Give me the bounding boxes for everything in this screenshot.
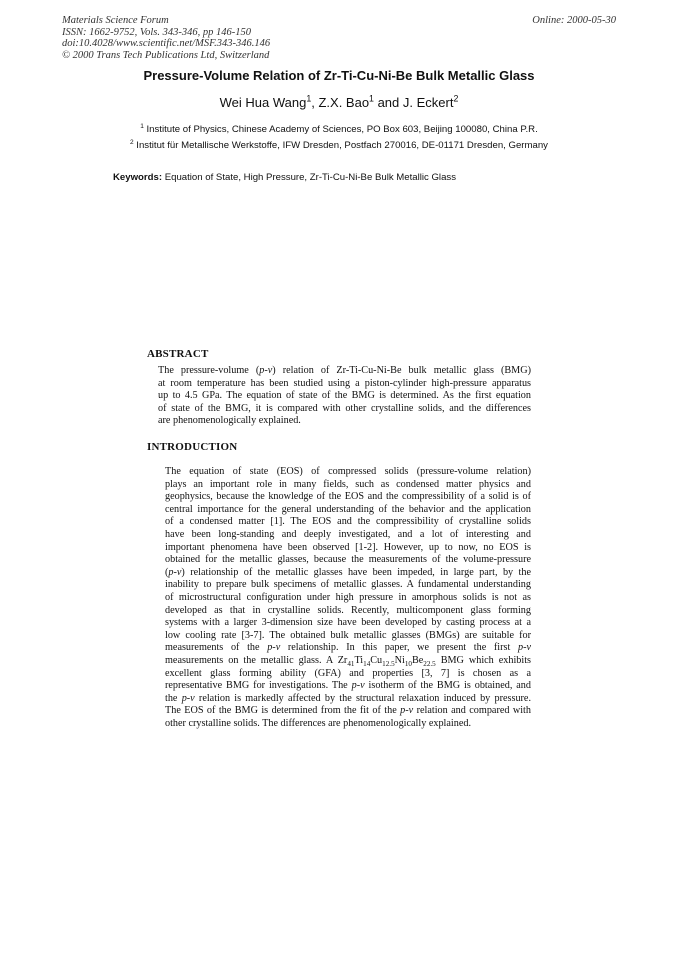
text-line: systems with a larger 3-dimension size have been developed by casting process at a <box>165 617 531 629</box>
keywords <box>113 172 456 183</box>
abstract-body <box>147 365 531 428</box>
subscript: 22.5 <box>423 659 436 668</box>
paper-title: Pressure-Volume Relation of Zr-Ti-Cu-Ni-Be Bulk Metallic Glass <box>143 68 535 83</box>
introduction-paragraph <box>147 466 531 730</box>
author-list <box>0 95 678 110</box>
element-symbol: Cu <box>370 654 383 666</box>
text-line: The pressure-volume (p-v) relation of Zr-Ti-Cu-Ni-Be bulk metallic glass (BMG) <box>158 365 531 376</box>
introduction-heading: INTRODUCTION <box>147 441 238 453</box>
keywords-label: Keywords: <box>113 172 163 183</box>
text-line: of a condensed matter [1]. The EOS and the compressibility of crystalline solids <box>165 516 531 528</box>
text-line: developed as that in crystalline solids. Recently, multicomponent glass forming <box>165 604 531 616</box>
online-date: Online: 2000-05-30 <box>532 15 616 26</box>
element-symbol: Ti <box>354 654 364 666</box>
author-separator: and <box>373 95 403 110</box>
author-name: Wei Hua Wang <box>219 95 307 110</box>
doi-link[interactable]: doi:10.4028/www.scientific.net/MSF.343-346.146 <box>62 38 271 49</box>
element-symbol: Ni <box>394 654 405 666</box>
text-line: obtained for the metallic glasses, because the measurements of the volume-pressure <box>165 554 531 566</box>
author-affil-mark: 2 <box>453 93 459 104</box>
text-run: BMG which exhibits <box>435 654 532 666</box>
text-line: up to 4.5 GPa. The equation of state of the BMG is determined. As the first equation <box>158 390 531 402</box>
text-line: (p-v) relationship of the metallic glasses have been impeded, in large part, by the <box>165 566 531 578</box>
text-line: other crystalline solids. The differences are phenomenologically explained. <box>165 717 471 729</box>
text-run: measurements on the metallic glass. A <box>165 654 338 666</box>
element-symbol: Zr <box>337 654 348 666</box>
text-line: The EOS of the BMG is determined from the fit of the p-v relation and compared with <box>165 705 531 717</box>
subscript: 14 <box>363 659 371 668</box>
abstract-paragraph <box>147 365 531 428</box>
copyright: © 2000 Trans Tech Publications Ltd, Switzerland <box>62 49 270 61</box>
text-line: low cooling rate [3-7]. The obtained bulk metallic glasses (BMGs) are suitable for <box>165 629 531 641</box>
issn-line: ISSN: 1662-9752, Vols. 343-346, pp 146-150 <box>62 26 251 38</box>
element-symbol: Be <box>411 654 424 666</box>
author-affil-mark: 1 <box>306 93 312 104</box>
text-line: of microstructural configuration under high pressure in amorphous solids is not as <box>165 591 531 603</box>
subscript: 12.5 <box>382 659 395 668</box>
text-line: the p-v relation is markedly affected by the structural relaxation induced by pressure. <box>165 692 531 704</box>
affiliation-text: Institute of Physics, Chinese Academy of Sciences, PO Box 603, Beijing 100080, China P.R. <box>143 124 538 135</box>
subscript: 41 <box>347 659 355 668</box>
keywords-text: Equation of State, High Pressure, Zr-Ti-Cu-Ni-Be Bulk Metallic Glass <box>162 172 456 183</box>
affiliation <box>0 140 678 151</box>
journal-name: Materials Science Forum <box>62 15 169 26</box>
journal-info <box>62 15 270 61</box>
text-line: of state of the BMG, it is compared with other crystalline solids, and the differences <box>158 402 531 414</box>
text-line: important phenomena have been observed [1-2]. However, up to now, no EOS is <box>165 541 531 553</box>
text-line: plays an important role in many fields, such as condensed matter physics and <box>165 478 531 490</box>
text-line: The equation of state (EOS) of compressed solids (pressure-volume relation) <box>165 466 531 477</box>
text-line: geophysics, because the knowledge of the EOS and the compressibility of a solid is of <box>165 491 531 503</box>
affiliation <box>0 124 678 135</box>
author-affil-mark: 1 <box>369 93 374 104</box>
affiliation-mark: 1 <box>140 122 144 130</box>
formula-line <box>147 655 531 668</box>
subscript: 10 <box>404 659 412 668</box>
author-separator: , <box>311 95 319 110</box>
text-line: inability to prepare bulk specimens of metallic glasses. A fundamental understanding <box>165 579 531 591</box>
introduction-body <box>147 466 531 730</box>
text-line: central importance for the general understanding of the behavior and the application <box>165 503 531 515</box>
text-line: are phenomenologically explained. <box>158 415 301 427</box>
affiliation-mark: 2 <box>130 138 134 146</box>
author-name: J. Eckert <box>402 95 454 110</box>
text-line: have been long-standing and deeply investigated, and a lot of interesting and <box>165 528 531 540</box>
abstract-heading: ABSTRACT <box>147 348 209 360</box>
affiliation-text: Institut für Metallische Werkstoffe, IFW Dresden, Postfach 270016, DE-01171 Dresden, Germany <box>133 140 548 151</box>
text-line: at room temperature has been studied using a piston-cylinder high-pressure apparatus <box>158 377 531 389</box>
text-line: representative BMG for investigations. The p-v isotherm of the BMG is obtained, and <box>165 680 531 692</box>
text-line: excellent glass forming ability (GFA) and properties [3, 7] is chosen as a <box>165 667 531 679</box>
text-line: measurements of the p-v relationship. In this paper, we present the first p-v <box>165 642 531 654</box>
author-name: Z.X. Bao <box>318 95 370 110</box>
